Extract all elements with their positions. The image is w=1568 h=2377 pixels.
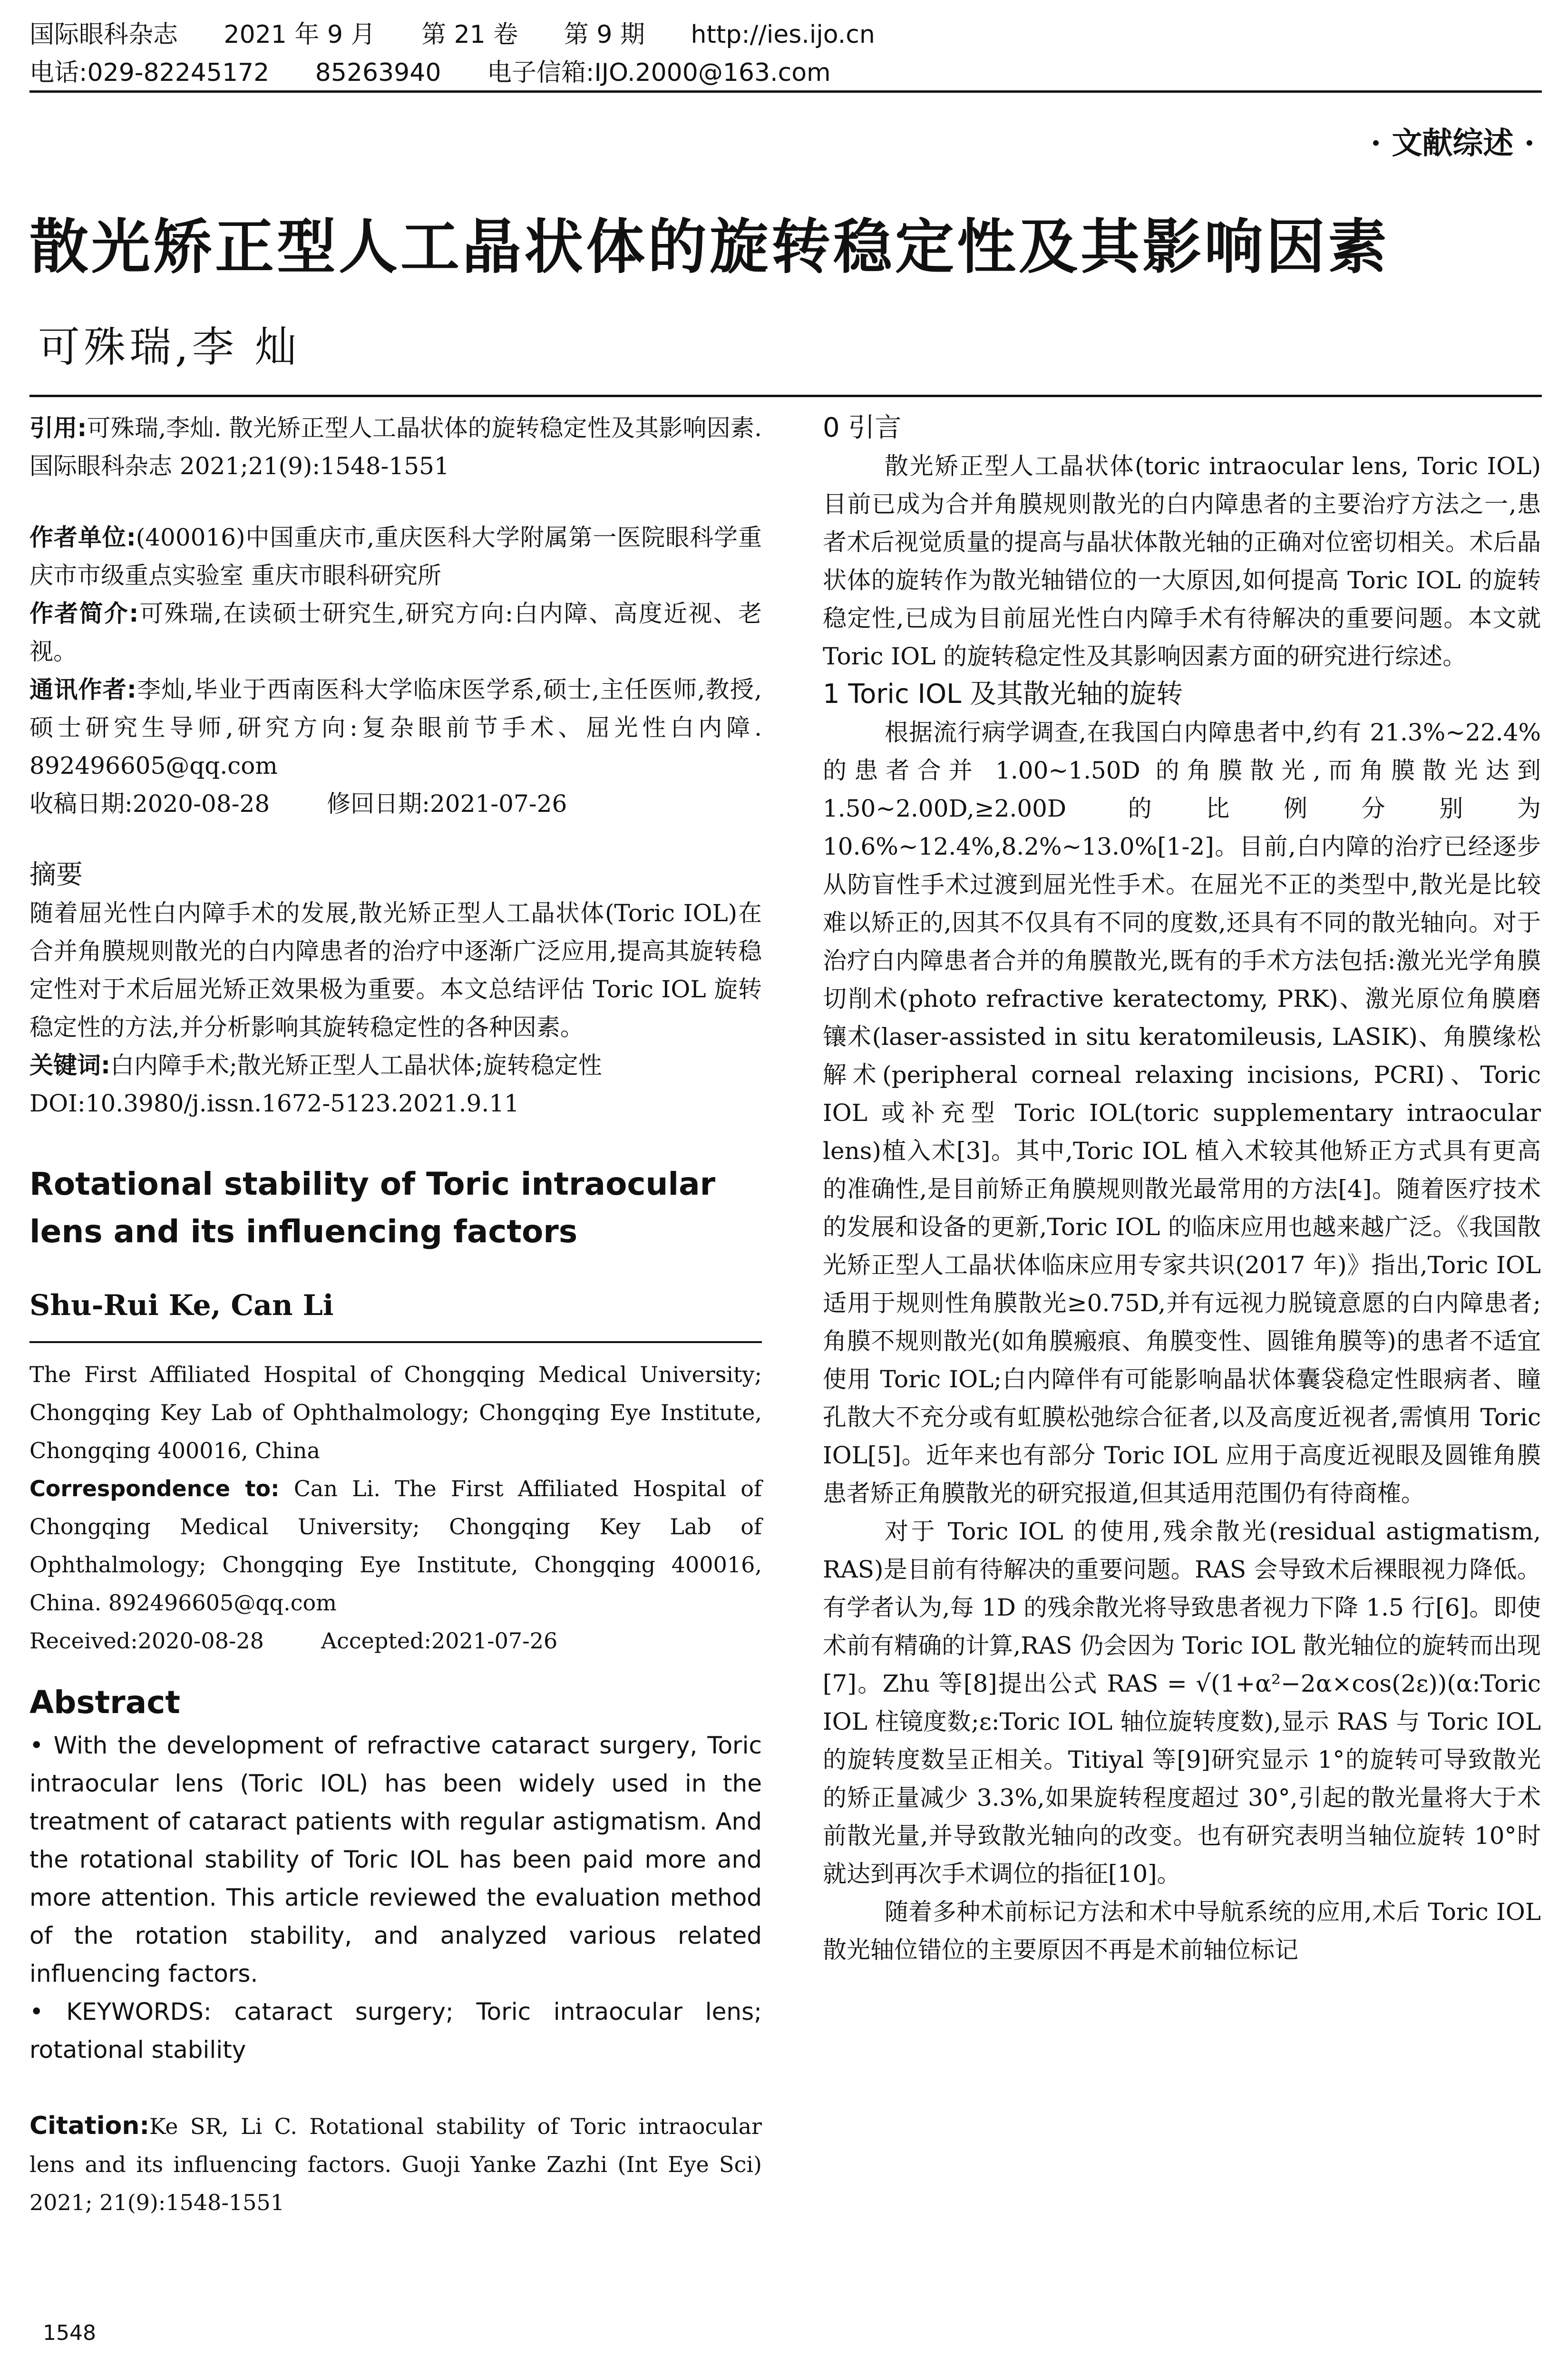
- section1-paragraph2: 对于 Toric IOL 的使用,残余散光(residual astigmatism, RAS)是目前有待解决的重要问题。RAS 会导致术后裸眼视力降低。有学者认为,每 1D 的残余散光将导致患者视力下降 1.5 行[6]。即使术前有精确的计算,RAS 仍会因为 Toric IOL 散光轴位的旋转而出现[7]。Zhu 等[8]提出公式 RAS = √(1+α²−2α×cos(2ε))(α:Toric IOL 柱镜度数;ε:Toric IOL 轴位旋转度数),显示 RAS 与 Toric IOL 的旋转度数呈正相关。Titiyal 等[9]研究显示 1°的旋转可导致散光的矫正量减少 3.3%,如果旋转程度超过 30°,引起的散光量将大于术前散光量,并导致散光轴向的改变。也有研究表明当轴位旋转 10°时就达到再次手术调位的指征[10]。: [823, 1518, 1541, 1888]
- english-abstract-text: • With the development of refractive cataract surgery, Toric intraocular lens (Toric IOL) has been widely used in the treatment of cataract patients with regular astigmatism. And the rotational stability of Toric IOL has been paid more and more attention. This article reviewed the evaluation method of the rotation stability, and analyzed various related influencing factors.: [29, 1732, 762, 1987]
- doi[interactable]: DOI:10.3980/j.issn.1672-5123.2021.9.11: [29, 1090, 519, 1117]
- author-bio-block: 作者简介:可殊瑞,在读硕士研究生,研究方向:白内障、高度近视、老视。: [29, 600, 762, 665]
- english-affiliation: The First Affiliated Hospital of Chongqing Medical University; Chongqing Key Lab of Ophthalmology; Chongqing Eye Institute, Chongqing 400016, China: [29, 1362, 762, 1463]
- article-authors: 可殊瑞,李 灿: [38, 322, 301, 371]
- title-rule: [29, 395, 1542, 397]
- abstract-heading: 摘要: [29, 859, 83, 890]
- corresponding-author-block: 通讯作者:李灿,毕业于西南医科大学临床医学系,硕士,主任医师,教授,硕士研究生导师,研究方向:复杂眼前节手术、屈光性白内障. 892496605@qq.com: [29, 676, 762, 779]
- issue: 第 9 期: [564, 20, 645, 49]
- english-authors: Shu-Rui Ke, Can Li: [29, 1289, 334, 1322]
- email[interactable]: 电子信箱:IJO.2000@163.com: [487, 58, 831, 87]
- section1-heading: 1 Toric IOL 及其散光轴的旋转: [823, 679, 1183, 710]
- header-rule: [29, 90, 1542, 93]
- keywords-block: 关键词:白内障手术;散光矫正型人工晶状体;旋转稳定性: [29, 1052, 602, 1079]
- journal-name: 国际眼科杂志: [29, 20, 178, 49]
- english-authors-rule: [29, 1341, 762, 1343]
- issue-date: 2021 年 9 月: [224, 20, 376, 49]
- phone2: 85263940: [315, 58, 441, 87]
- english-correspondence: Correspondence to: Can Li. The First Affiliated Hospital of Chongqing Medical University; Chongqing Key Lab of Ophthalmology; Chongqing Eye Institute, Chongqing 400016, China. 892496605@qq.com: [29, 1476, 762, 1616]
- english-title: Rotational stability of Toric intraocular lens and its influencing factors: [29, 1166, 716, 1250]
- section1-paragraph1: 根据流行病学调查,在我国白内障患者中,约有 21.3%~22.4%的患者合并 1.00~1.50D 的角膜散光,而角膜散光达到 1.50~2.00D,≥2.00D 的比例分别为 10.6%~12.4%,8.2%~13.0%[1-2]。目前,白内障的治疗已经逐步从防盲性手术过渡到屈光性手术。在屈光不正的类型中,散光是比较难以矫正的,因其不仅具有不同的度数,还具有不同的散光轴向。对于治疗白内障患者合并的角膜散光,既有的手术方法包括:激光光学角膜切削术(photo refractive keratectomy, PRK)、激光原位角膜磨镶术(laser-assisted in situ keratomileusis, LASIK)、角膜缘松解术(peripheral corneal relaxing incisions, PCRI)、Toric IOL 或补充型 Toric IOL(toric supplementary intraocular lens)植入术[3]。其中,Toric IOL 植入术较其他矫正方式具有更高的准确性,是目前矫正角膜规则散光最常用的方法[4]。随着医疗技术的发展和设备的更新,Toric IOL 的临床应用也越来越广泛。《我国散光矫正型人工晶状体临床应用专家共识(2017 年)》指出,Toric IOL 适用于规则性角膜散光≥0.75D,并有远视力脱镜意愿的白内障患者;角膜不规则散光(如角膜瘢痕、角膜变性、圆锥角膜等)的患者不适宜使用 Toric IOL;白内障伴有可能影响晶状体囊袋稳定性眼病者、瞳孔散大不充分或有虹膜松弛综合征者,以及高度近视者,需慎用 Toric IOL[5]。近年来也有部分 Toric IOL 应用于高度近视眼及圆锥角膜患者矫正角膜散光的研究报道,但其适用范围仍有待商榷。: [823, 719, 1541, 1507]
- section1-paragraph3: 随着多种术前标记方法和术中导航系统的应用,术后 Toric IOL 散光轴位错位的主要原因不再是术前轴位标记: [823, 1898, 1541, 1964]
- left-column: [29, 409, 762, 2221]
- intro-paragraph: 散光矫正型人工晶状体(toric intraocular lens, Toric IOL)目前已成为合并角膜规则散光的白内障患者的主要治疗方法之一,患者术后视觉质量的提高与晶状体散光轴的正确对位密切相关。术后晶状体的旋转作为散光轴错位的一大原因,如何提高 Toric IOL 的旋转稳定性,已成为目前屈光性白内障手术有待解决的重要问题。本文就 Toric IOL 的旋转稳定性及其影响因素方面的研究进行综述。: [823, 452, 1541, 670]
- phone: 电话:029-82245172: [29, 58, 270, 87]
- journal-header-line1: [29, 14, 913, 50]
- affiliation-block: 作者单位:(400016)中国重庆市,重庆医科大学附属第一医院眼科学重庆市市级重点实验室 重庆市眼科研究所: [29, 524, 762, 589]
- english-dates: Received:2020-08-28 Accepted:2021-07-26: [29, 1628, 558, 1654]
- abstract-text: 随着屈光性白内障手术的发展,散光矫正型人工晶状体(Toric IOL)在合并角膜规则散光的白内障患者的治疗中逐渐广泛应用,提高其旋转稳定性对于术后屈光矫正效果极为重要。本文总结评估 Toric IOL 旋转稳定性的方法,并分析影响其旋转稳定性的各种因素。: [29, 899, 762, 1041]
- article-title: 散光矫正型人工晶状体的旋转稳定性及其影响因素: [29, 213, 1390, 282]
- english-keywords: • KEYWORDS: cataract surgery; Toric intraocular lens; rotational stability: [29, 1998, 762, 2064]
- english-citation: Citation:Ke SR, Li C. Rotational stability of Toric intraocular lens and its influencing factors. Guoji Yanke Zazhi (Int Eye Sci) 2021; 21(9):1548-1551: [29, 2112, 762, 2215]
- volume: 第 21 卷: [421, 20, 518, 49]
- page-number: 1548: [43, 2321, 96, 2345]
- right-column: [823, 409, 1541, 1969]
- english-abstract-heading: Abstract: [29, 1684, 180, 1721]
- citation-block: 引用:可殊瑞,李灿. 散光矫正型人工晶状体的旋转稳定性及其影响因素. 国际眼科杂志 2021;21(9):1548-1551: [29, 414, 762, 480]
- intro-heading: 0 引言: [823, 412, 902, 443]
- journal-url[interactable]: http://ies.ijo.cn: [691, 20, 875, 49]
- ras-formula: RAS = √(1+α²−2α×cos(2ε)): [1107, 1670, 1447, 1697]
- section-tag: · 文献综述 ·: [1370, 126, 1535, 161]
- dates-row: 收稿日期:2020-08-28 修回日期:2021-07-26: [29, 790, 567, 818]
- journal-header-line2: [29, 52, 869, 88]
